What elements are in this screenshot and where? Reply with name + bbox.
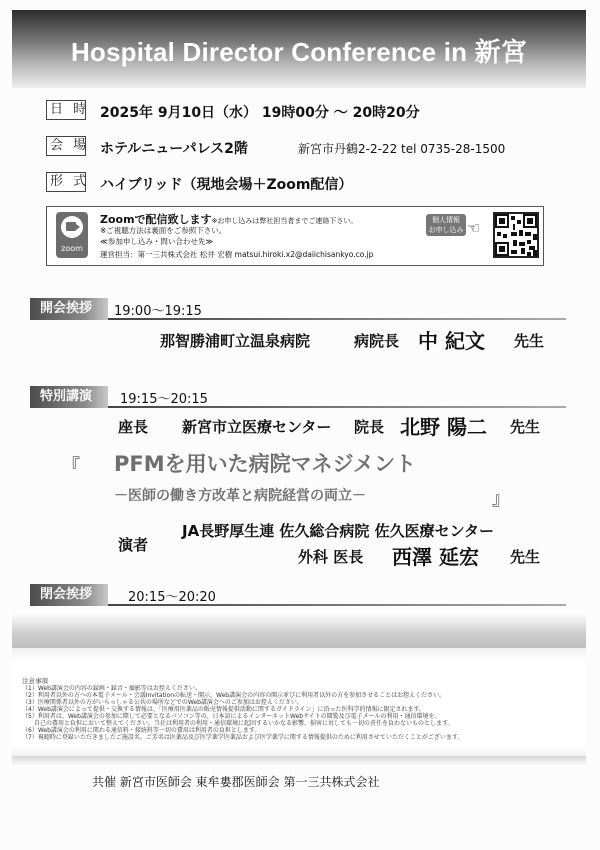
- qr-code-icon: [495, 214, 537, 256]
- application-badge: [426, 214, 466, 236]
- page-title: Hospital Director Conference in 新宮: [70, 37, 528, 67]
- opening-section-tag: 開会挨拶: [30, 298, 108, 320]
- badge-line-2: お申し込み: [428, 226, 464, 234]
- note-item: （7）視聴時に登録いただきましたご施設名、ご芳名は医薬品及び医学薬学医薬品および医学薬学に関する情報提供のために利用させていただくことがございます。: [22, 734, 464, 741]
- venue-address: 新宮市丹鶴2-2-22 tel 0735-28-1500: [298, 142, 506, 156]
- lecture-section-tag: 特別講演: [30, 386, 108, 408]
- note-item: （1）Web講演会の内容の録画・録音・撮影等はお控えください。: [22, 685, 201, 692]
- lecture-subtitle: －医師の働き方改革と病院経営の両立－: [114, 488, 366, 504]
- qr-code[interactable]: [493, 212, 539, 258]
- date-label: 日 時: [46, 100, 86, 120]
- chair-honorific: 先生: [510, 418, 541, 436]
- speaker-affiliation: JA長野厚生連 佐久総合病院 佐久医療センター: [182, 522, 495, 540]
- chair-affiliation: 新宮市立医療センター: [182, 418, 332, 436]
- speaker-name: 西澤 延宏: [392, 545, 479, 569]
- notes-list: [22, 685, 582, 741]
- zoom-contact: 運営担当：第一三共株式会社 松井 宏樹 matsui.hiroki.x2@daiichisankyo.co.jp: [100, 250, 374, 259]
- note-item: （3）医療関係者以外の方がいらっしゃる公共の場所などでのWeb講演会へのご参加はお控えください。: [22, 699, 303, 706]
- zoom-heading-note: ※お申し込みは弊社担当者までご連絡下さい。: [211, 217, 358, 225]
- cosponsors: 共催 新宮市医師会 東牟婁郡医師会 第一三共株式会社: [92, 775, 380, 789]
- closing-time: 20:15～20:20: [128, 590, 216, 605]
- note-item: （4）Web講演会によって提供・交換する情報は、「医療用医薬品の販売情報提供活動に関するガイドライン」に沿った医科学的情報に限定されます。: [22, 706, 426, 713]
- zoom-logo-text: zoom: [61, 244, 83, 253]
- opening-honorific: 先生: [514, 332, 545, 350]
- lecture-title: PFMを用いた病院マネジメント: [114, 452, 417, 476]
- opening-role: 病院長: [354, 332, 400, 350]
- opening-speaker-name: 中 紀文: [418, 329, 485, 353]
- chair-name: 北野 陽二: [400, 415, 487, 439]
- speaker-honorific: 先生: [510, 548, 541, 566]
- venue-name: ホテルニューパレス2階: [100, 141, 248, 157]
- notes-heading: 注意事項: [22, 677, 48, 685]
- lecture-time: 19:15～20:15: [120, 392, 208, 407]
- venue-label: 会 場: [46, 136, 86, 156]
- zoom-camera-lens: [76, 224, 80, 230]
- note-item: （2）利用者以外の方への本電子メール・会議Invitationの転送・開示、Web講演会の内容の開示並びに利用者以外の方を参加させることはお控えください。: [22, 692, 446, 699]
- zoom-camera-body: [66, 222, 76, 231]
- opening-time: 19:00～19:15: [114, 304, 202, 319]
- quote-close: 』: [492, 489, 510, 510]
- pointing-hand-icon: ☜: [467, 219, 481, 237]
- zoom-heading: Zoomで配信致します: [100, 213, 212, 226]
- format-label: 形 式: [46, 172, 86, 192]
- notes-bottom-shade: [12, 756, 586, 766]
- speaker-label: 演者: [118, 536, 149, 554]
- closing-section-tag: 閉会挨拶: [30, 584, 108, 606]
- zoom-line-3: ≪参加申し込み・問い合わせ先≫: [100, 237, 214, 246]
- notes-top-shade: [12, 612, 586, 650]
- opening-affiliation: 那智勝浦町立温泉病院: [160, 332, 311, 350]
- quote-open: 『: [62, 456, 80, 477]
- chair-role: 院長: [354, 418, 385, 436]
- zoom-line-2: ※ご視聴方法は裏面をご参照下さい。: [100, 226, 227, 235]
- badge-line-1: 個人情報: [432, 216, 460, 224]
- note-item: 自己の費用と負担において整えてください。当社は利用者の利用・通信環境に起因するいかなる影響、損害に対しても一切の責任を負わないものとします。: [22, 720, 454, 727]
- speaker-role: 外科 医長: [298, 548, 364, 566]
- note-item: （5）利用者は、Web講演会の参加に際して必要となるパソコン等の、日本語によるインターネットWebサイトの閲覧及び電子メールの利用・通信環境を、: [22, 713, 441, 720]
- date-value: 2025年 9月10日（水） 19時00分 ～ 20時20分: [100, 105, 420, 121]
- format-value: ハイブリッド（現地会場＋Zoom配信）: [100, 177, 353, 193]
- note-item: （6）Web講演会の利用に関わる通信料・接続料等一切の費用は利用者の負担とします。: [22, 727, 261, 734]
- chair-label: 座長: [118, 418, 149, 436]
